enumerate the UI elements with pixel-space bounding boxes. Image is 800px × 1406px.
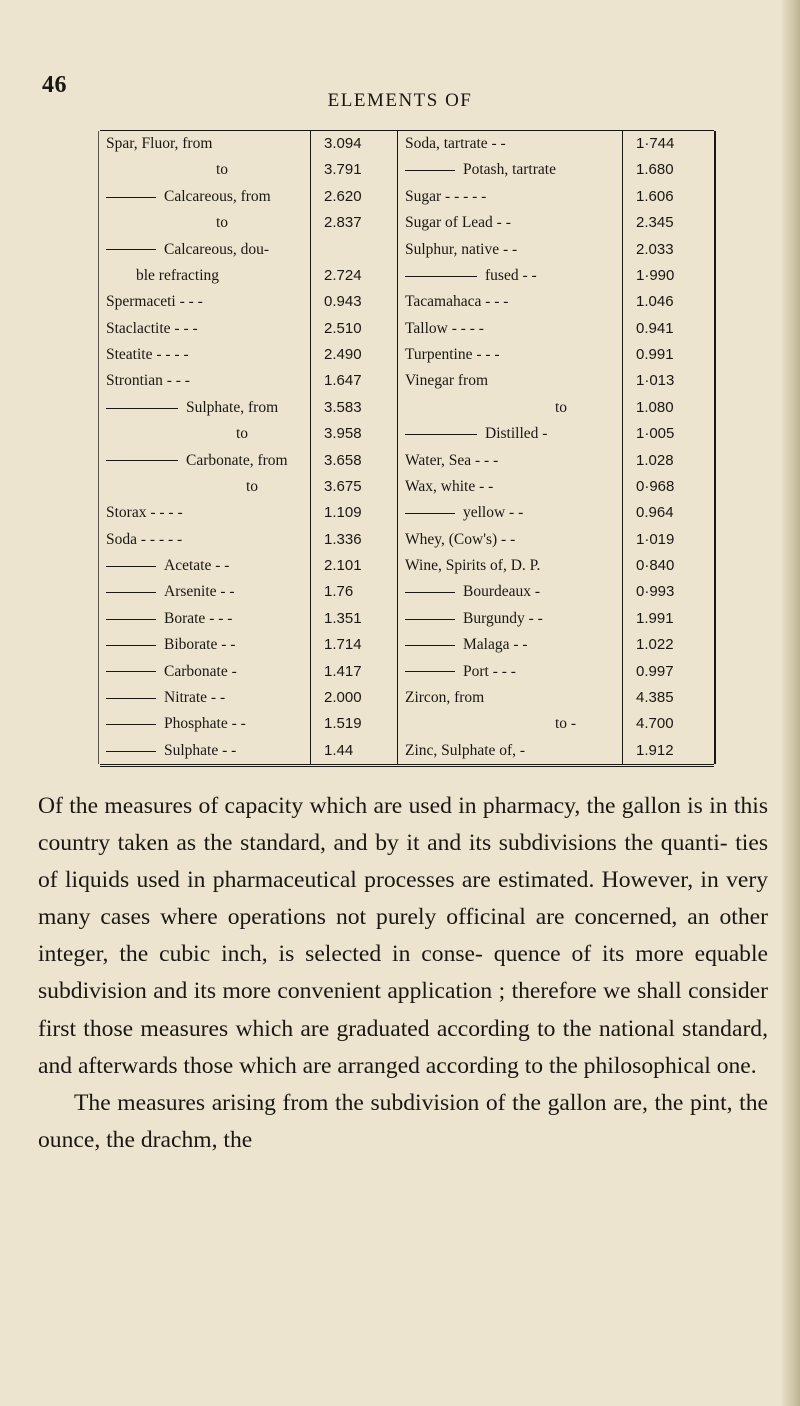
table-cell-substance: Sulphate, from [106,395,306,421]
table-cell-substance: Calcareous, from [106,184,306,210]
table-cell-value: 1·019 [636,530,675,548]
table-cell-substance: Potash, tartrate [405,157,620,183]
table-cell-substance: Burgundy - - [405,606,620,632]
table-cell-value: 3.658 [324,451,362,469]
table-right-rule [714,131,716,764]
table-cell-value: 3.675 [324,477,362,495]
table-cell-substance: to [555,398,568,416]
table-cell-substance: Staclactite - - - [106,319,198,337]
table-cell-substance: Nitrate - - [106,685,306,711]
table-cell-substance: Port - - - [405,659,620,685]
table-cell-substance: Phosphate - - [106,711,306,737]
table-cell-substance: fused - - [405,263,620,289]
table-cell-value: 3.583 [324,398,362,416]
ditto-dash [106,751,156,752]
table-cell-value: 1.606 [636,187,674,205]
table-cell-substance: Steatite - - - - [106,346,189,363]
table-cell-substance: Calcareous, dou- [106,237,306,263]
right-substance-column [405,131,620,764]
table-cell-value: 3.094 [324,135,362,152]
table-cell-value: 2.490 [324,346,362,363]
table-cell-value: 0·840 [636,557,675,574]
table-cell-substance: Carbonate, from [106,448,306,474]
table-cell-value: 1.647 [324,372,362,390]
table-cell-substance: Vinegar from [405,372,488,390]
table-left-rule [98,131,99,764]
table-cell-substance: Turpentine - - - [405,346,500,363]
table-cell-value: 3.958 [324,425,362,443]
ditto-dash [106,566,156,567]
table-cell-substance: Tacamahaca - - - [405,293,509,311]
table-cell-value: 0.941 [636,319,674,337]
table-cell-substance: Water, Sea - - - [405,451,499,469]
right-value-column [630,131,710,764]
table-cell-value: 3.791 [324,161,362,179]
table-cell-value: 1·013 [636,372,675,390]
table-cell-value: 1.336 [324,530,362,548]
ditto-dash [405,434,477,435]
table-cell-value: 1.991 [636,609,674,627]
table-cell-substance: Distilled - [405,421,620,447]
table-cell-substance: Soda - - - - - [106,530,183,548]
ditto-dash [106,460,178,461]
table-column-rule [310,131,311,764]
ditto-dash [106,724,156,725]
table-cell-value: 1.022 [636,636,674,654]
running-head: ELEMENTS OF [327,90,473,111]
table-cell-value: 1.028 [636,451,674,469]
table-cell-value: 2.033 [636,240,674,258]
table-cell-value: 4.700 [636,715,674,733]
table-cell-substance: Zircon, from [405,688,485,706]
table-cell-value: 2.345 [636,214,674,232]
table-cell-value: 2.837 [324,214,362,232]
page-number: 46 [42,72,67,98]
table-cell-value: 1.109 [324,504,362,522]
table-cell-substance: Sulphur, native - - [405,240,518,258]
table-cell-value: 1.519 [324,715,362,733]
table-cell-value: 1.351 [324,609,362,627]
table-cell-value: 1·005 [636,425,675,443]
table-cell-substance: Sugar of Lead - - [405,214,511,232]
table-cell-substance: Bourdeaux - [405,579,620,605]
table-cell-value: 1.44 [324,741,354,759]
table-cell-substance: to [216,161,229,179]
table-cell-substance: Tallow - - - - [405,319,484,337]
table-cell-substance: Malaga - - [405,632,620,658]
table-cell-value: 2.000 [324,688,362,706]
table-cell-value: 0·968 [636,477,675,495]
ditto-dash [405,276,477,277]
ditto-dash [405,513,455,514]
table-cell-substance: Whey, (Cow's) - - [405,530,516,548]
table-cell-value: 0.964 [636,504,674,522]
page-edge-shadow [782,0,800,1406]
body-text [38,788,768,1159]
table-cell-substance: yellow - - [405,500,620,526]
table-cell-value [318,237,388,263]
table-cell-value: 0·993 [636,583,675,601]
left-value-column [318,131,388,764]
table-cell-substance: to - [555,715,577,733]
table-cell-value: 1.714 [324,636,362,654]
table-cell-value: 0.943 [324,293,362,311]
table-cell-substance: ble refracting [136,266,220,284]
table-cell-substance: Borate - - - [106,606,306,632]
table-cell-substance: Wine, Spirits of, D. P. [405,557,541,574]
table-cell-substance: Storax - - - - [106,504,183,522]
ditto-dash [106,249,156,250]
table-cell-value: 1.912 [636,741,674,759]
table-cell-substance: Carbonate - [106,659,306,685]
table-cell-value: 1.76 [324,583,354,601]
table-cell-value: 1·744 [636,135,675,152]
table-cell-value: 1·990 [636,266,675,284]
paragraph: Of the measures of capacity which are used in pharmacy, the gallon is in this country taken as the standard, and by it and its subdivisions the quanti- ties of liquids used in pharmaceutical processes are estimated. However, in very many cases where operations not purely officinal are concerned, an other integer, the cubic inch, is selected in conse- quence of its more equable subdivision and its more convenient application ; therefore we shall consider first those measures which are graduated according to the national standard, and afterwards those which are arranged according to the philosophical one. [38,793,768,1079]
table-cell-value: 1.680 [636,161,674,179]
table-cell-substance: to [216,214,229,232]
ditto-dash [405,645,455,646]
left-substance-column [106,131,306,764]
table-cell-substance: Strontian - - - [106,372,190,390]
ditto-dash [405,170,455,171]
ditto-dash [106,408,178,409]
table-cell-substance: Wax, white - - [405,477,494,495]
table-cell-substance: Sulphate - - [106,738,306,764]
table-cell-value: 2.724 [324,266,362,284]
specific-gravity-table [100,130,714,767]
table-cell-value: 4.385 [636,688,674,706]
table-cell-substance: Arsenite - - [106,579,306,605]
table-column-rule [397,131,398,764]
table-cell-value: 0.991 [636,346,674,363]
table-cell-value: 1.080 [636,398,674,416]
table-cell-value: 1.046 [636,293,674,311]
table-cell-value: 1.417 [324,662,362,680]
table-cell-value: 2.620 [324,187,362,205]
table-cell-substance: Spermaceti - - - [106,293,203,311]
paragraph: The measures arising from the subdivision of the gallon are, the pint, the ounce, the drachm, the [38,1089,768,1153]
ditto-dash [405,619,455,620]
ditto-dash [405,592,455,593]
table-cell-substance: Acetate - - [106,553,306,579]
table-cell-value: 2.510 [324,319,362,337]
table-cell-value: 2.101 [324,557,362,574]
ditto-dash [405,671,455,672]
table-cell-substance: to [236,425,249,443]
table-cell-substance: Soda, tartrate - - [405,135,506,152]
table-cell-substance: Spar, Fluor, from [106,135,213,152]
ditto-dash [106,197,156,198]
ditto-dash [106,671,156,672]
ditto-dash [106,592,156,593]
table-cell-substance: Zinc, Sulphate of, - [405,741,526,759]
table-cell-substance: Sugar - - - - - [405,187,487,205]
ditto-dash [106,698,156,699]
table-cell-value: 0.997 [636,662,674,680]
table-column-rule [622,131,623,764]
ditto-dash [106,645,156,646]
table-cell-substance: Biborate - - [106,632,306,658]
table-cell-substance: to [246,477,259,495]
ditto-dash [106,619,156,620]
